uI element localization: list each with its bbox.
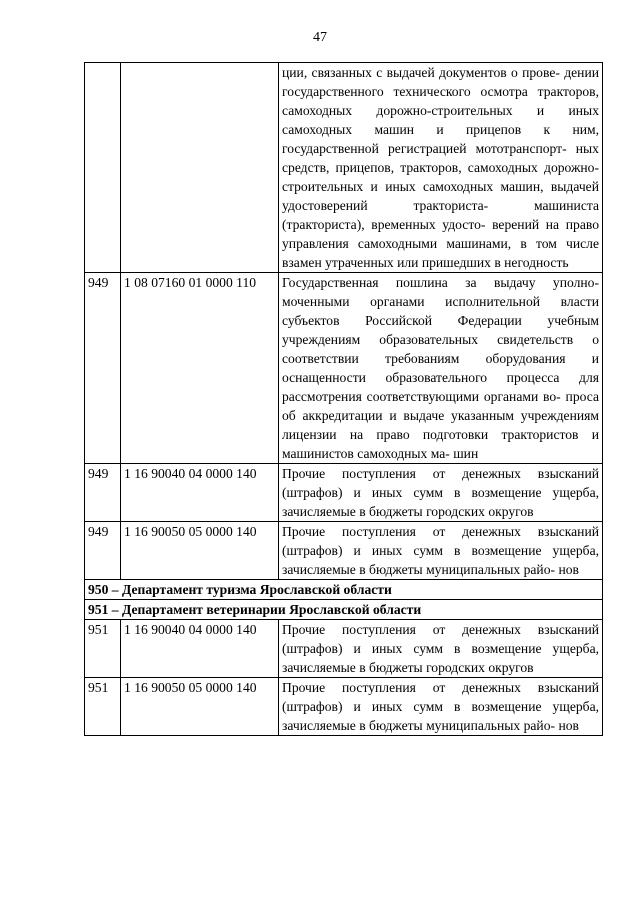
admin-code-cell: 949 xyxy=(85,522,121,580)
section-title: 950 – Департамент туризма Ярославской области xyxy=(85,580,603,600)
budget-classification-code-cell: 1 16 90050 05 0000 140 xyxy=(121,678,279,736)
description-line: машин, выдачей удостоверений тракториста- xyxy=(282,179,599,213)
section-title: 951 – Департамент ветеринарии Ярославской области xyxy=(85,600,603,620)
budget-classification-code-cell xyxy=(121,63,279,273)
description-line: оснащенности образовательного процесса для xyxy=(282,370,599,385)
description-line: ных средств, прицепов, тракторов, самоходных xyxy=(282,141,599,175)
page-number: 47 xyxy=(313,30,327,45)
description-line: (штрафов) и иных сумм в возмещение ущерба, xyxy=(282,485,599,500)
description-line: нов xyxy=(558,562,579,577)
section-header-row xyxy=(85,580,603,600)
description-line: машиниста (тракториста), временных удосто- xyxy=(282,198,599,232)
description-line: субъектов Российской Федерации учебным xyxy=(282,313,599,328)
table-row xyxy=(85,620,603,678)
revenue-description-cell xyxy=(279,522,603,580)
revenue-description-cell xyxy=(279,464,603,522)
description-line: (штрафов) и иных сумм в возмещение ущерба, xyxy=(282,641,599,656)
revenue-description-cell xyxy=(279,620,603,678)
admin-code-cell: 949 xyxy=(85,464,121,522)
description-line: верений на право управления самоходными xyxy=(282,217,599,251)
section-header-row xyxy=(85,600,603,620)
description-line: тракторов, самоходных дорожно-строительных xyxy=(282,84,599,118)
table-row xyxy=(85,63,603,273)
revenue-codes-table xyxy=(84,62,603,736)
description-line: зачисляемые в бюджеты муниципальных райо- xyxy=(282,718,556,733)
budget-classification-code-cell: 1 08 07160 01 0000 110 xyxy=(121,273,279,464)
revenue-description-cell xyxy=(279,678,603,736)
budget-classification-code-cell: 1 16 90040 04 0000 140 xyxy=(121,464,279,522)
description-line: Прочие поступления от денежных взысканий xyxy=(282,524,599,539)
table-row xyxy=(85,522,603,580)
revenue-description-cell xyxy=(279,273,603,464)
description-line: трактористов и машинистов самоходных ма- xyxy=(282,427,599,461)
admin-code-cell: 949 xyxy=(85,273,121,464)
description-line: шин xyxy=(453,446,479,461)
description-line: государственной регистрацией мототранспорт- xyxy=(282,141,567,156)
description-line: машинами, в том числе взамен утраченных или xyxy=(282,236,599,270)
description-line: Прочие поступления от денежных взысканий xyxy=(282,622,599,637)
table-row xyxy=(85,273,603,464)
budget-classification-code-cell: 1 16 90040 04 0000 140 xyxy=(121,620,279,678)
description-line: зачисляемые в бюджеты муниципальных райо- xyxy=(282,562,556,577)
description-line: соответствии требованиям оборудования и xyxy=(282,351,599,366)
admin-code-cell: 951 xyxy=(85,620,121,678)
table-body xyxy=(85,63,603,736)
description-line: проса об аккредитации и выдаче указанным xyxy=(282,389,599,423)
admin-code-cell: 951 xyxy=(85,678,121,736)
description-line: зачисляемые в бюджеты городских округов xyxy=(282,504,534,519)
description-line: дении государственного технического осмотра xyxy=(282,65,599,99)
description-line: моченными органами исполнительной власти xyxy=(282,294,599,309)
description-line: пришедших в негодность xyxy=(421,255,569,270)
description-line: дорожно-строительных и иных самоходных xyxy=(282,160,599,194)
admin-code-cell xyxy=(85,63,121,273)
budget-classification-code-cell: 1 16 90050 05 0000 140 xyxy=(121,522,279,580)
description-line: (штрафов) и иных сумм в возмещение ущерба, xyxy=(282,699,599,714)
description-line: учреждениям образовательных свидетельств о xyxy=(282,332,599,347)
description-line: ции, связанных с выдачей документов о прове- xyxy=(282,65,560,80)
revenue-description-cell xyxy=(279,63,603,273)
description-line: и иных самоходных машин и прицепов к ним, xyxy=(282,103,599,137)
description-line: рассмотрения соответствующими органами во- xyxy=(282,389,561,404)
description-line: Государственная пошлина за выдачу уполно- xyxy=(282,275,599,290)
table-row xyxy=(85,464,603,522)
description-line: Прочие поступления от денежных взысканий xyxy=(282,466,599,481)
description-line: учреждениям лицензии на право подготовки xyxy=(282,408,599,442)
description-line: зачисляемые в бюджеты городских округов xyxy=(282,660,534,675)
table-row xyxy=(85,678,603,736)
description-line: Прочие поступления от денежных взысканий xyxy=(282,680,599,695)
description-line: нов xyxy=(558,718,579,733)
description-line: (штрафов) и иных сумм в возмещение ущерба, xyxy=(282,543,599,558)
